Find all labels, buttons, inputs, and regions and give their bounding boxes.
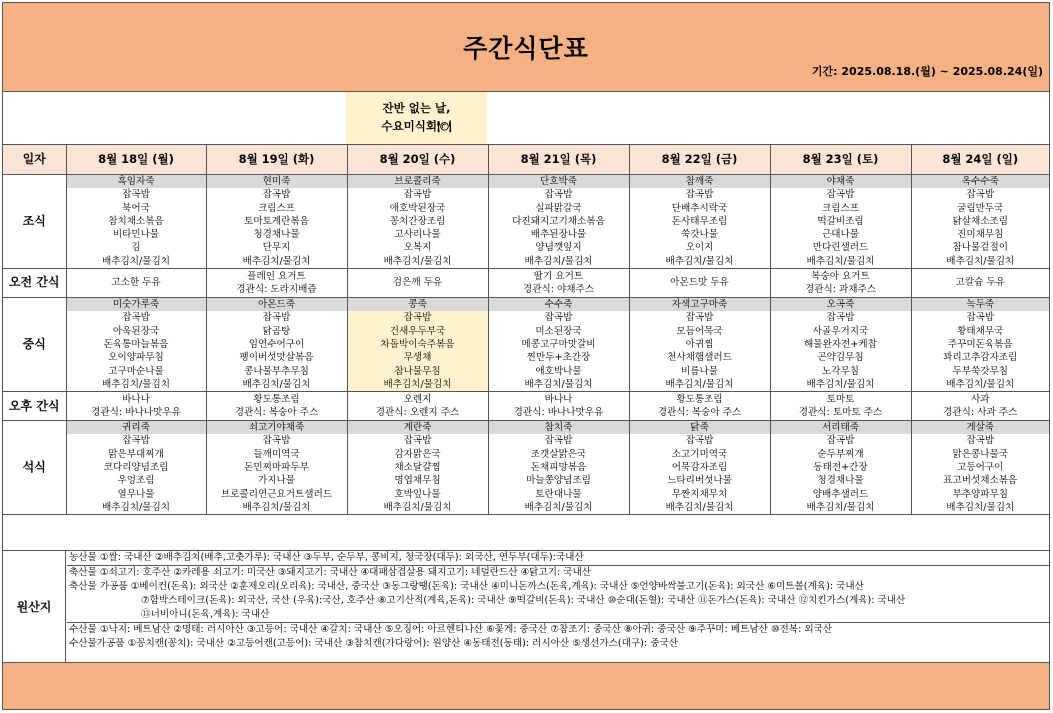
menu-table (3, 145, 1049, 515)
note-line-2: 수요미식회🍽 (381, 119, 452, 133)
breakfast-label: 조식 (3, 175, 66, 269)
menu-item: 명엽채무침 (394, 475, 441, 487)
menu-item: 채소달걀찜 (394, 462, 441, 474)
breakfast-cell (66, 175, 206, 269)
menu-item: 배추김치/물김치 (524, 501, 593, 513)
menu-item: 잡곡밥 (262, 435, 291, 447)
menu-item: 잡곡밥 (544, 312, 573, 324)
menu-item: 비타민나물 (112, 229, 160, 241)
menu-item: 고칼슘 두유 (955, 277, 1005, 289)
menu-item: 무짠지채무치 (671, 488, 728, 500)
am-snack-cell (347, 269, 488, 298)
day-header: 8월 24일 (일) (911, 145, 1049, 175)
menu-item: 녹두죽 (912, 298, 1050, 311)
menu-item: 우엉조림 (117, 475, 155, 487)
menu-item: 참나물겉절이 (952, 242, 1009, 254)
menu-item: 참치채소볶음 (108, 215, 164, 227)
origin-section (3, 550, 1049, 663)
menu-item: 천사채햄샐러드 (667, 352, 732, 364)
menu-item: 잡곡밥 (122, 435, 150, 447)
origin-line: 축산물 ①쇠고기: 호주산 ②카레용 쇠고기: 미국산 ③돼지고기: 국내산 ④대패삼겹살용 돼지고기: 네덜란드산 ④닭고기: 국내산 (69, 567, 592, 578)
menu-item: 잡곡밥 (403, 189, 432, 201)
lunch-cell (488, 298, 629, 392)
menu-item: 청경채나물 (253, 229, 300, 241)
menu-item: 소고기미역국 (671, 448, 728, 460)
menu-item: 배추김치/물김치 (101, 501, 171, 513)
menu-item: 배추김치/물김치 (946, 501, 1015, 513)
menu-item: 배추김치/물김치 (806, 378, 875, 390)
menu-item: 옥수수죽 (912, 175, 1050, 188)
no-leftover-day-note (346, 92, 487, 144)
origin-line: 축산물 가공품 ①베이컨(돈육): 외국산 ②훈제오리(오리육): 국내산, 중국산 ③동그랑땡(돈육): 국내산 ④미니돈까스(돈육,계육): 국내산 ⑤언양바싹불고기(돈육): 외국산 ⑥미트볼(계육): 국내산 (69, 581, 864, 592)
date-header-row (3, 145, 1049, 175)
menu-item: 경관식: 사과 주스 (943, 407, 1018, 419)
dinner-cell (911, 421, 1049, 515)
menu-item: 수수죽 (489, 298, 629, 311)
menu-item: 고소한 두유 (111, 277, 161, 289)
menu-item: 배추김치/물김치 (665, 378, 734, 390)
am-snack-row (3, 269, 1049, 298)
menu-item: 오이양파무침 (108, 352, 164, 364)
pm-snack-cell (206, 392, 347, 421)
am-snack-cell (488, 269, 629, 298)
am-snack-cell (66, 269, 206, 298)
menu-item: 경관식: 복숭아 주스 (234, 407, 319, 419)
menu-item: 잡곡밥 (262, 189, 291, 201)
day-header: 8월 18일 (월) (66, 145, 206, 175)
menu-item: 배추김치/물김치 (524, 255, 593, 267)
menu-item: 토마토계란볶음 (244, 215, 309, 227)
menu-item: 두부쑥갓무침 (952, 365, 1009, 377)
menu-item: 단배추시락국 (671, 202, 728, 214)
menu-item: 게살죽 (912, 421, 1050, 434)
menu-item: 닭살채소조림 (952, 215, 1009, 227)
menu-item: 해물완자전+케찹 (804, 338, 877, 350)
menu-item: 경관식: 과채주스 (804, 284, 877, 296)
menu-item: 감자맑은국 (394, 448, 441, 460)
menu-item: 크림스프 (257, 202, 296, 214)
menu-item: 차돌박이숙주볶음 (380, 338, 455, 350)
pm-snack-cell (629, 392, 770, 421)
menu-item: 경관식: 도라지배즙 (236, 284, 317, 296)
day-header: 8월 22일 (금) (629, 145, 770, 175)
menu-item: 경관식: 오렌지 주스 (375, 407, 460, 419)
origin-line: ⑬너비아니(돈육,계육): 국내산 (141, 609, 270, 620)
menu-item: 고구마순나물 (108, 365, 164, 377)
period-label: 기간: 2025.08.18.(월) ~ 2025.08.24(일) (811, 65, 1043, 78)
dinner-cell (66, 421, 206, 515)
menu-item: 잡곡밥 (262, 312, 291, 324)
menu-item: 임연수어구이 (248, 338, 305, 350)
menu-item: 배추김치/물김치 (806, 501, 875, 513)
day-header: 8월 21일 (목) (488, 145, 629, 175)
menu-item: 맑은부대찌개 (108, 448, 164, 460)
menu-item: 주꾸미돈육볶음 (947, 338, 1013, 350)
menu-item: 애호박나물 (535, 365, 582, 377)
menu-item: 계란죽 (348, 421, 488, 434)
menu-item: 배추김치/물김치 (242, 501, 311, 513)
menu-item: 오복지 (403, 242, 432, 254)
menu-item: 돈채피망볶음 (530, 462, 587, 474)
menu-item: 쑥갓나물 (680, 229, 719, 241)
menu-item: 떡갈비조림 (817, 215, 864, 227)
menu-item: 단호박죽 (489, 175, 629, 188)
menu-item: 오이지 (685, 242, 714, 254)
pm-snack-cell (770, 392, 911, 421)
menu-item: 미소된장국 (535, 325, 582, 337)
menu-item: 진미채무침 (957, 229, 1004, 241)
menu-item: 잡곡밥 (966, 189, 995, 201)
menu-item: 딸기 요거트 (533, 270, 584, 282)
pm-snack-cell (66, 392, 206, 421)
menu-item: 경관식: 바나나맛우유 (91, 407, 181, 419)
day-header: 8월 19일 (화) (206, 145, 347, 175)
menu-item: 배추김치/물김치 (383, 501, 452, 513)
menu-item: 찐만두+초간장 (526, 352, 591, 364)
menu-item: 플레인 요거트 (247, 270, 306, 282)
origin-line: ⑦함박스테이크(돈육): 외국산, 국산 (우육):국산, 호주산 ⑧고기산적(계육,돈육): 국내산 ⑨떡갈비(돈육): 국내산 ⑩순대(돈혈): 국내산 ⑪돈가스(돈육): 국내산 ⑫치킨가스(계육): 국내산 (141, 595, 906, 606)
menu-item: 만다린샐러드 (812, 242, 869, 254)
origin-label: 원산지 (3, 551, 66, 662)
breakfast-cell (347, 175, 488, 269)
am-snack-cell (206, 269, 347, 298)
menu-item: 바나나 (122, 393, 150, 405)
menu-item: 잡곡밥 (403, 312, 432, 324)
origin-line: 수산물가공품 ①꽁치캔(꽁치): 국내산 ②고등어캔(고등어): 국내산 ③참치캔(가다랑어): 원양산 ④동태전(동태): 러시아산 ⑤생선가스(대구): 중국산 (69, 638, 679, 649)
menu-item: 아몬드죽 (207, 298, 347, 311)
menu-item: 바나나 (544, 393, 573, 405)
origin-content (67, 551, 1049, 651)
menu-item: 사과 (970, 393, 990, 405)
menu-item: 근대나물 (821, 229, 860, 241)
menu-item: 조갯살맑은국 (530, 448, 587, 460)
menu-item: 잡곡밥 (403, 435, 432, 447)
dinner-row (3, 421, 1049, 515)
menu-item: 단무지 (262, 242, 291, 254)
dinner-cell (206, 421, 347, 515)
menu-item: 잡곡밥 (685, 312, 714, 324)
menu-item: 순두부찌개 (817, 448, 864, 460)
menu-item: 잡곡밥 (544, 435, 573, 447)
dinner-cell (629, 421, 770, 515)
menu-item: 김 (131, 242, 141, 254)
menu-item: 잡곡밥 (826, 435, 855, 447)
menu-item: 참깨죽 (630, 175, 770, 188)
menu-item: 모듬어묵국 (676, 325, 723, 337)
menu-item: 배추김치/물김치 (242, 255, 311, 267)
lunch-label: 중식 (3, 298, 66, 392)
menu-item: 잡곡밥 (826, 189, 855, 201)
menu-item: 비름나물 (680, 365, 719, 377)
menu-item: 느타리버섯나물 (667, 475, 732, 487)
menu-item: 닭죽 (630, 421, 770, 434)
menu-item: 배추김치/물김치 (383, 378, 452, 390)
menu-item: 코다리양념조림 (103, 462, 169, 474)
menu-item: 아귀찜 (685, 338, 714, 350)
dinner-cell (770, 421, 911, 515)
origin-block (67, 623, 1049, 651)
menu-item: 배추김치/물김치 (665, 501, 734, 513)
menu-item: 야채죽 (771, 175, 911, 188)
menu-item: 콩죽 (348, 298, 488, 311)
dinner-cell (347, 421, 488, 515)
menu-item: 고등어구이 (957, 462, 1004, 474)
breakfast-cell (770, 175, 911, 269)
menu-item: 참나물무침 (394, 365, 441, 377)
menu-item: 브로콜리죽 (348, 175, 488, 188)
menu-item: 잡곡밥 (966, 435, 995, 447)
menu-item: 배추김치/물김치 (665, 255, 734, 267)
pm-snack-cell (911, 392, 1049, 421)
note-row (3, 92, 1049, 145)
menu-item: 황도통조림 (676, 393, 723, 405)
lunch-cell (911, 298, 1049, 392)
lunch-cell (770, 298, 911, 392)
menu-item: 팽이버섯맛살볶음 (239, 352, 314, 364)
menu-item: 청경채나물 (817, 475, 864, 487)
am-snack-cell (911, 269, 1049, 298)
lunch-cell (347, 298, 488, 392)
menu-item: 황태채무국 (957, 325, 1004, 337)
menu-sheet (2, 2, 1050, 710)
menu-item: 부추양파무침 (952, 488, 1009, 500)
menu-item: 배추김치/물김치 (383, 255, 452, 267)
origin-line: 농산물 ①쌀: 국내산 ②배추김치(배추,고춧가루): 국내산 ③두부, 순두부, 콩비지, 청국장(대두): 외국산, 연두부(대두):국내산 (69, 552, 584, 563)
menu-item: 참치죽 (489, 421, 629, 434)
menu-item: 배추김치/물김치 (524, 378, 593, 390)
menu-item: 귀리죽 (67, 421, 206, 434)
menu-item: 잡곡밥 (685, 435, 714, 447)
menu-item: 돈민찌마파두부 (244, 462, 309, 474)
menu-item: 고사리나물 (394, 229, 441, 241)
menu-item: 곤약김무침 (817, 352, 864, 364)
breakfast-cell (629, 175, 770, 269)
menu-item: 흑임자죽 (67, 175, 206, 188)
menu-item: 잡곡밥 (122, 312, 150, 324)
menu-item: 배추김치/물김치 (806, 255, 875, 267)
menu-item: 양념깻잎지 (535, 242, 582, 254)
menu-item: 황도통조림 (253, 393, 300, 405)
menu-item: 토란대나물 (535, 488, 582, 500)
note-line-1: 잔반 없는 날, (382, 101, 451, 115)
breakfast-row (3, 175, 1049, 269)
menu-item: 경관식: 야채주스 (522, 284, 595, 296)
menu-item: 호박잎나물 (394, 488, 441, 500)
menu-item: 브로콜리연근요거트샐러드 (220, 488, 333, 500)
menu-item: 경관식: 토마토 주스 (798, 407, 883, 419)
menu-item: 건새우두부국 (389, 325, 446, 337)
menu-item: 애호박된장국 (389, 202, 446, 214)
menu-item: 쇠고기야채죽 (207, 421, 347, 434)
menu-item: 잡곡밥 (826, 312, 855, 324)
day-header: 8월 23일 (토) (770, 145, 911, 175)
pm-snack-label: 오후 간식 (3, 392, 66, 421)
menu-item: 콩나물부추무침 (244, 365, 309, 377)
menu-item: 미숫가루죽 (67, 298, 206, 311)
pm-snack-row (3, 392, 1049, 421)
lunch-row (3, 298, 1049, 392)
menu-item: 열무나물 (117, 488, 155, 500)
pm-snack-cell (488, 392, 629, 421)
menu-item: 동태전+간장 (813, 462, 868, 474)
day-header: 8월 20일 (수) (347, 145, 488, 175)
title-banner (3, 3, 1049, 92)
breakfast-cell (911, 175, 1049, 269)
menu-item: 어묵감자조림 (671, 462, 728, 474)
menu-item: 크림스프 (821, 202, 860, 214)
menu-item: 노각무침 (821, 365, 860, 377)
date-header-label: 일자 (3, 145, 66, 175)
menu-item: 북어국 (122, 202, 150, 214)
menu-item: 서리태죽 (771, 421, 911, 434)
menu-item: 돈사태무조림 (671, 215, 728, 227)
menu-item: 토마토 (826, 393, 855, 405)
pm-snack-cell (347, 392, 488, 421)
origin-block (67, 551, 1049, 566)
menu-item: 배추김치/물김치 (946, 255, 1015, 267)
am-snack-label: 오전 간식 (3, 269, 66, 298)
origin-block (67, 566, 1049, 623)
menu-item: 메콩고구마맛갈비 (521, 338, 596, 350)
menu-item: 아몬드맛 두유 (670, 277, 729, 289)
menu-item: 배추된장나물 (530, 229, 587, 241)
menu-item: 사골우거지국 (812, 325, 869, 337)
page-title: 주간식단표 (463, 34, 589, 63)
menu-item: 오곡죽 (771, 298, 911, 311)
breakfast-cell (488, 175, 629, 269)
menu-item: 잡곡밥 (122, 189, 150, 201)
origin-line: 수산물 ①낙지: 베트남산 ②명태: 러시아산 ③고등어: 국내산 ④갈치: 국내산 ⑤오징어: 아르헨티나산 ⑥꽃게: 중국산 ⑦참조기: 중국산 ⑧아귀: 중국산 ⑨주꾸미: 베트남산 ⑩전복: 외국산 (69, 624, 833, 635)
menu-item: 들깨미역국 (253, 448, 300, 460)
menu-item: 잡곡밥 (685, 189, 714, 201)
menu-item: 가지나물 (257, 475, 296, 487)
footer-band (3, 663, 1049, 709)
dinner-cell (488, 421, 629, 515)
menu-item: 마늘쫑양념조림 (526, 475, 591, 487)
lunch-cell (629, 298, 770, 392)
menu-item: 표고버섯채소볶음 (943, 475, 1018, 487)
menu-item: 닭곰탕 (262, 325, 291, 337)
dinner-label: 석식 (3, 421, 66, 515)
menu-item: 꽁치간장조림 (389, 215, 446, 227)
menu-item: 배추김치/물김치 (946, 378, 1015, 390)
menu-item: 맑은콩나물국 (952, 448, 1009, 460)
menu-item: 복숭아 요거트 (811, 270, 870, 282)
am-snack-cell (770, 269, 911, 298)
menu-item: 실파맑갈국 (535, 202, 582, 214)
menu-item: 배추김치/물김치 (101, 378, 171, 390)
menu-item: 검은깨 두유 (392, 277, 443, 289)
menu-item: 다진돼지고기채소볶음 (512, 215, 605, 227)
menu-item: 무생채 (403, 352, 432, 364)
menu-item: 배추김치/물김치 (242, 378, 311, 390)
lunch-cell (206, 298, 347, 392)
menu-item: 꽈리고추감자조림 (943, 352, 1018, 364)
breakfast-cell (206, 175, 347, 269)
menu-item: 잡곡밥 (544, 189, 573, 201)
menu-item: 굴림만두국 (957, 202, 1004, 214)
menu-item: 경관식: 복숭아 주스 (657, 407, 742, 419)
menu-item: 양배추샐러드 (812, 488, 869, 500)
lunch-cell (66, 298, 206, 392)
menu-item: 자색고구마죽 (630, 298, 770, 311)
menu-item: 현미죽 (207, 175, 347, 188)
menu-item: 아욱된장국 (112, 325, 160, 337)
menu-item: 경관식: 바나나맛우유 (513, 407, 604, 419)
am-snack-cell (629, 269, 770, 298)
menu-item: 잡곡밥 (966, 312, 995, 324)
menu-item: 돈육통마늘볶음 (103, 338, 169, 350)
menu-item: 오렌지 (403, 393, 432, 405)
menu-item: 배추김치/물김치 (101, 255, 171, 267)
